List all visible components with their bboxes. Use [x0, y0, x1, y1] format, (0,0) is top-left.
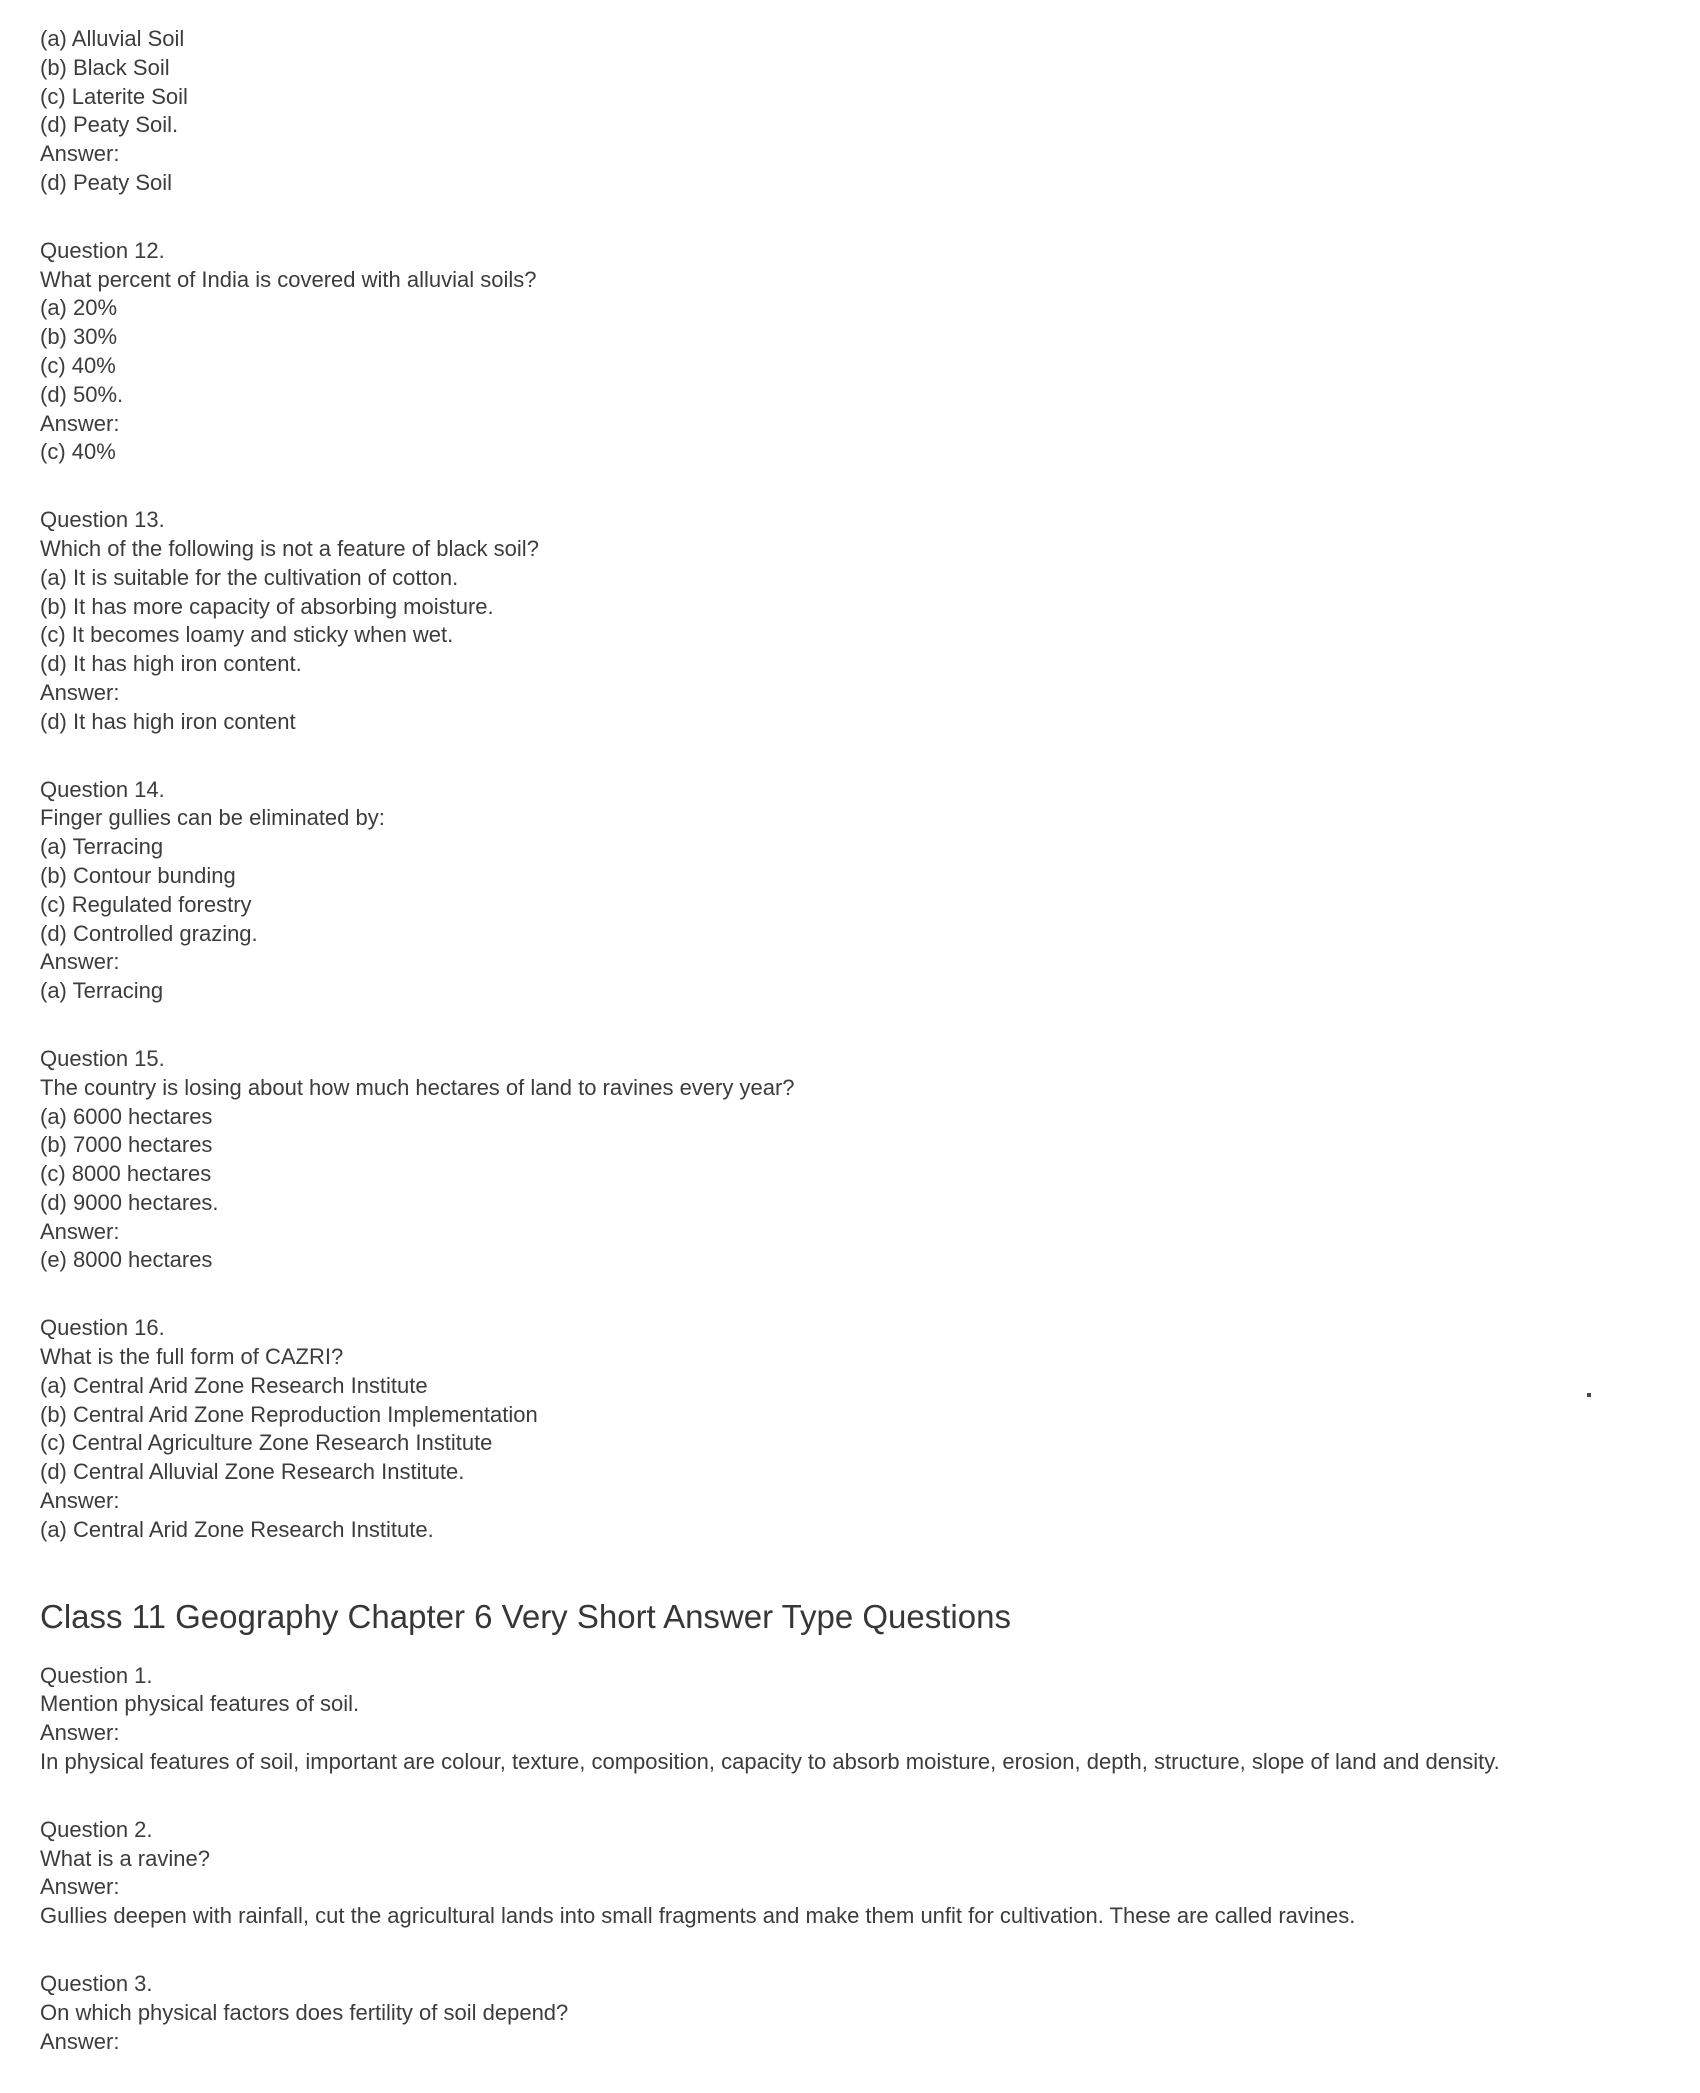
question-block [40, 237, 1660, 467]
text-line: (d) 9000 hectares. [40, 1189, 219, 1215]
text-line: On which physical factors does fertility of soil depend? [40, 1999, 569, 2025]
text-line: In physical features of soil, important are colour, texture, composition, capacity to absorb moisture, erosion, depth, structure, slope of land and density. [40, 1749, 1500, 1775]
text-line: Answer: [40, 141, 120, 167]
text-line: (b) 30% [40, 324, 118, 350]
text-line: (c) 8000 hectares [40, 1161, 212, 1187]
text-line: (a) It is suitable for the cultivation of cotton. [40, 564, 459, 590]
text-line: Finger gullies can be eliminated by: [40, 805, 385, 831]
text-line: (d) Controlled grazing. [40, 920, 258, 946]
text-line: Answer: [40, 1218, 120, 1244]
text-line: (c) It becomes loamy and sticky when wet. [40, 622, 454, 648]
text-line: (c) 40% [40, 439, 116, 465]
text-line: (b) Contour bunding [40, 862, 236, 888]
text-line: (c) Central Agriculture Zone Research Institute [40, 1430, 493, 1456]
question-block [40, 1970, 1660, 2056]
text-line: (c) Laterite Soil [40, 83, 188, 109]
question-block [40, 506, 1660, 736]
question-block [40, 1045, 1660, 1275]
text-line: Answer: [40, 2028, 120, 2054]
text-line: (d) Peaty Soil [40, 169, 173, 195]
text-line: (e) 8000 hectares [40, 1247, 213, 1273]
text-line: (b) It has more capacity of absorbing moisture. [40, 593, 494, 619]
text-line: (d) 50%. [40, 381, 124, 407]
text-line: (c) Regulated forestry [40, 891, 252, 917]
text-line: (a) 6000 hectares [40, 1103, 213, 1129]
text-line: (b) 7000 hectares [40, 1132, 213, 1158]
text-line: Question 15. [40, 1045, 165, 1071]
text-line: Question 1. [40, 1662, 153, 1688]
text-line: (d) It has high iron content. [40, 651, 302, 677]
text-line: Question 14. [40, 776, 165, 802]
text-line: Answer: [40, 1874, 120, 1900]
text-line: What percent of India is covered with alluvial soils? [40, 266, 537, 292]
text-line: Answer: [40, 1488, 120, 1514]
text-line: Answer: [40, 1720, 120, 1746]
text-line: (a) Terracing [40, 978, 164, 1004]
text-line: Question 13. [40, 507, 165, 533]
question-block [40, 776, 1660, 1006]
stray-dot [1587, 1393, 1591, 1397]
text-line: (c) 40% [40, 352, 116, 378]
text-line: Question 3. [40, 1971, 153, 1997]
text-line: Gullies deepen with rainfall, cut the agricultural lands into small fragments and make them unfit for cultivation. These are called ravines. [40, 1903, 1356, 1929]
text-line: Answer: [40, 949, 120, 975]
text-line: (a) Central Arid Zone Research Institute [40, 1372, 428, 1398]
text-line: Answer: [40, 410, 120, 436]
section-heading: Class 11 Geography Chapter 6 Very Short Answer Type Questions [40, 1597, 1011, 1635]
text-line: Question 2. [40, 1816, 153, 1842]
text-line: The country is losing about how much hectares of land to ravines every year? [40, 1074, 795, 1100]
text-line: (d) It has high iron content [40, 708, 296, 734]
text-line: Question 12. [40, 237, 165, 263]
question-block [40, 1662, 1660, 1777]
text-line: Mention physical features of soil. [40, 1691, 360, 1717]
text-line: What is the full form of CAZRI? [40, 1344, 344, 1370]
text-line: (a) Alluvial Soil [40, 26, 185, 51]
text-line: (a) Central Arid Zone Research Institute. [40, 1516, 434, 1542]
text-line: (d) Central Alluvial Zone Research Institute. [40, 1459, 465, 1485]
text-line: (b) Black Soil [40, 54, 170, 80]
text-line: Question 16. [40, 1315, 165, 1341]
question-block [40, 25, 1660, 198]
text-line: What is a ravine? [40, 1845, 210, 1871]
text-line: (a) Terracing [40, 834, 164, 860]
text-line: Which of the following is not a feature of black soil? [40, 535, 539, 561]
question-block [40, 1314, 1660, 1544]
question-block [40, 1816, 1660, 1931]
text-line: (d) Peaty Soil. [40, 112, 179, 138]
text-line: Answer: [40, 679, 120, 705]
text-line: (b) Central Arid Zone Reproduction Implementation [40, 1401, 538, 1427]
text-line: (a) 20% [40, 295, 118, 321]
